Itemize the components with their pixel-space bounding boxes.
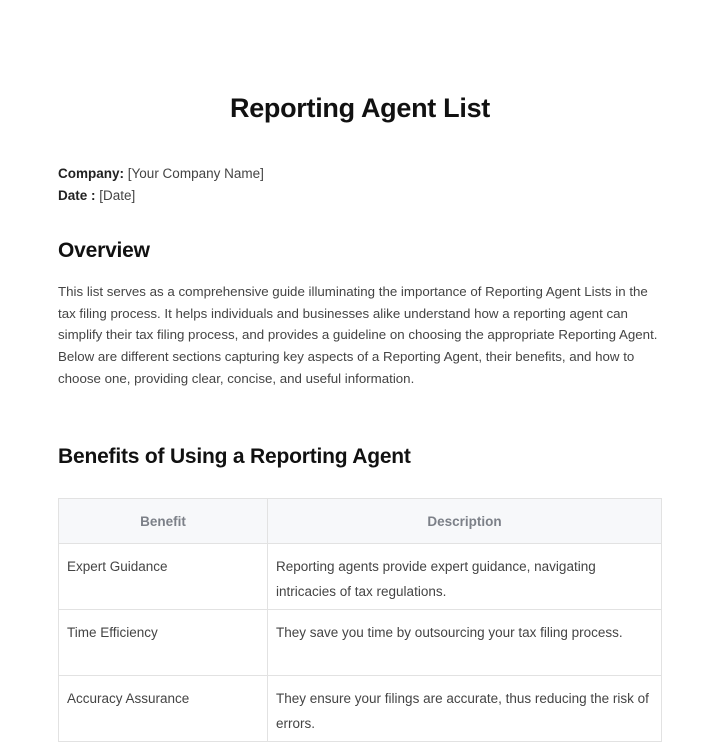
- table-row: [59, 610, 662, 676]
- description-cell: Reporting agents provide expert guidance, navigating intricacies of tax regulations.: [268, 544, 662, 610]
- overview-paragraph: This list serves as a comprehensive guide illuminating the importance of Reporting Agent Lists in the tax filing process. It helps individuals and businesses alike understand how a reporting agent can simplify their tax filing process, and provides a guideline on choosing the appropriate Reporting Agent. Below are different sections capturing key aspects of a Reporting Agent, their benefits, and how to choose one, providing clear, concise, and useful information.: [58, 284, 658, 386]
- company-label: Company:: [58, 166, 125, 181]
- document-title: Reporting Agent List: [230, 93, 490, 123]
- column-header-description: Description: [268, 499, 662, 544]
- benefits-heading: Benefits of Using a Reporting Agent: [58, 445, 411, 468]
- benefit-cell: Accuracy Assurance: [59, 676, 268, 742]
- company-value: [Your Company Name]: [127, 166, 264, 181]
- table-header-row: [59, 499, 662, 544]
- benefit-cell: Time Efficiency: [59, 610, 268, 676]
- column-header-benefit: Benefit: [59, 499, 268, 544]
- benefit-cell: Expert Guidance: [59, 544, 268, 610]
- document-meta: [58, 163, 264, 207]
- description-cell: They ensure your filings are accurate, thus reducing the risk of errors.: [268, 676, 662, 742]
- table-row: [59, 676, 662, 742]
- table-row: [59, 544, 662, 610]
- date-value: [Date]: [99, 188, 136, 203]
- description-cell: They save you time by outsourcing your tax filing process.: [268, 610, 662, 676]
- overview-heading: Overview: [58, 239, 150, 262]
- date-line: [58, 185, 264, 207]
- date-label: Date :: [58, 188, 96, 203]
- company-line: [58, 163, 264, 185]
- benefits-table: [58, 498, 662, 742]
